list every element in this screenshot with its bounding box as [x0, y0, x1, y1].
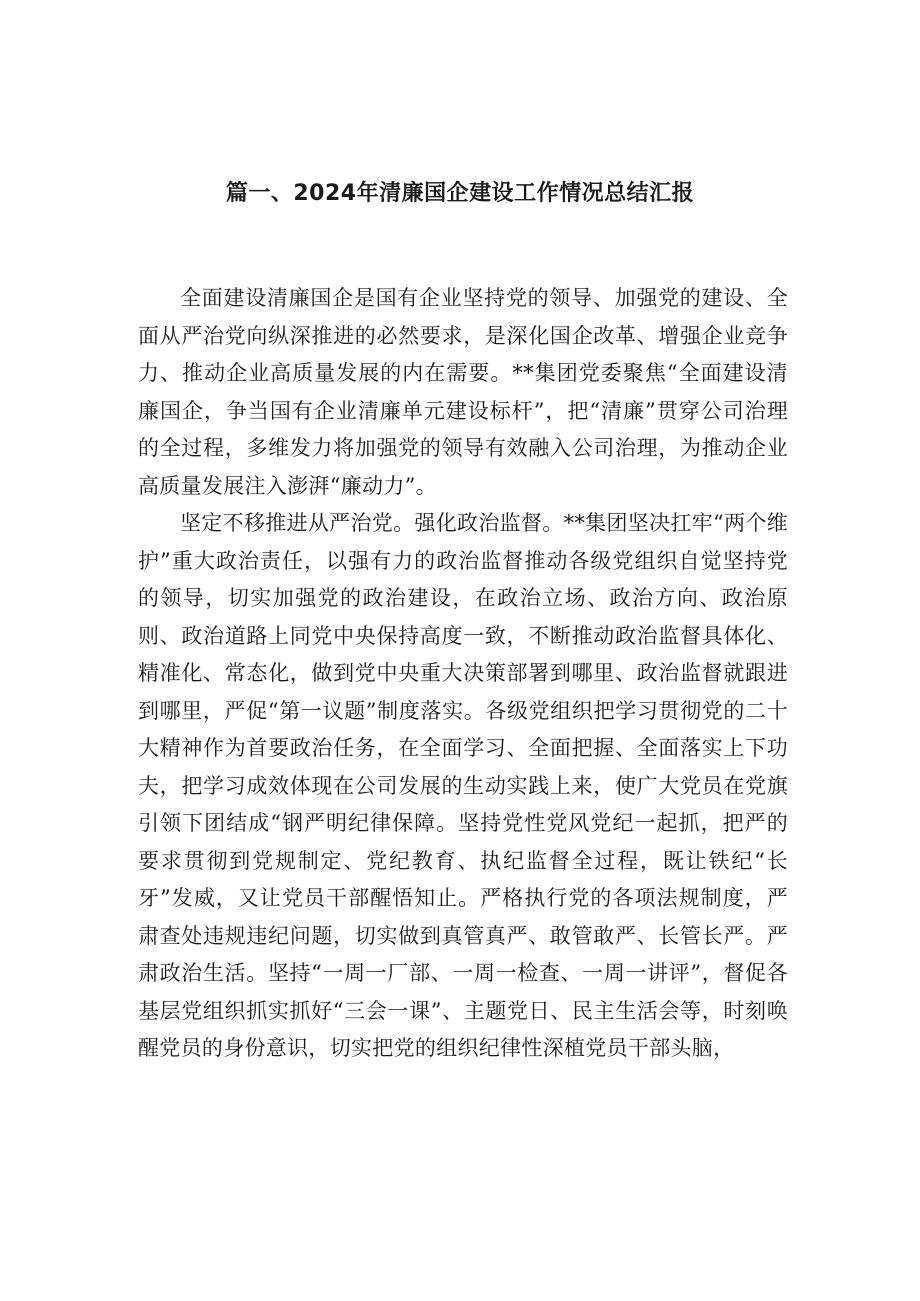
paragraph-intro: 全面建设清廉国企是国有企业坚持党的领导、加强党的建设、全面从严治党向纵深推进的必然要求，是深化国企改革、增强企业竞争力、推动企业高质量发展的内在需要。**集团党委聚焦“全面建设清廉国企，争当国有企业清廉单元建设标杆”，把“清廉”贯穿公司治理的全过程，多维发力将加强党的领导有效融入公司治理，为推动企业高质量发展注入澎湃“廉动力”。 [138, 286, 788, 498]
document-body [138, 280, 788, 1068]
paragraph-strict-governance: 坚定不移推进从严治党。强化政治监督。**集团坚决扛牢“两个维护”重大政治责任，以强有力的政治监督推动各级党组织自觉坚持党的领导，切实加强党的政治建设，在政治立场、政治方向、政治原则、政治道路上同党中央保持高度一致，不断推动政治监督具体化、精准化、常态化，做到党中央重大决策部署到哪里、政治监督就跟进到哪里，严促“第一议题”制度落实。各级党组织把学习贯彻党的二十大精神作为首要政治任务，在全面学习、全面把握、全面落实上下功夫，把学习成效体现在公司发展的生动实践上来，使广大党员在党旗引领下团结成“钢严明纪律保障。坚持党性党风党纪一起抓，把严的要求贯彻到党规制定、党纪教育、执纪监督全过程，既让铁纪“长牙”发威，又让党员干部醒悟知止。严格执行党的各项法规制度，严肃查处违规违纪问题，切实做到真管真严、敢管敢严、长管长严。严肃政治生活。坚持“一周一厂部、一周一检查、一周一讲评”，督促各基层党组织抓实抓好“三会一课”、主题党日、民主生活会等，时刻唤醒党员的身份意识，切实把党的组织纪律性深植党员干部头脑， [138, 511, 788, 1060]
document-title: 篇一、2024年清廉国企建设工作情况总结汇报 [225, 181, 695, 206]
